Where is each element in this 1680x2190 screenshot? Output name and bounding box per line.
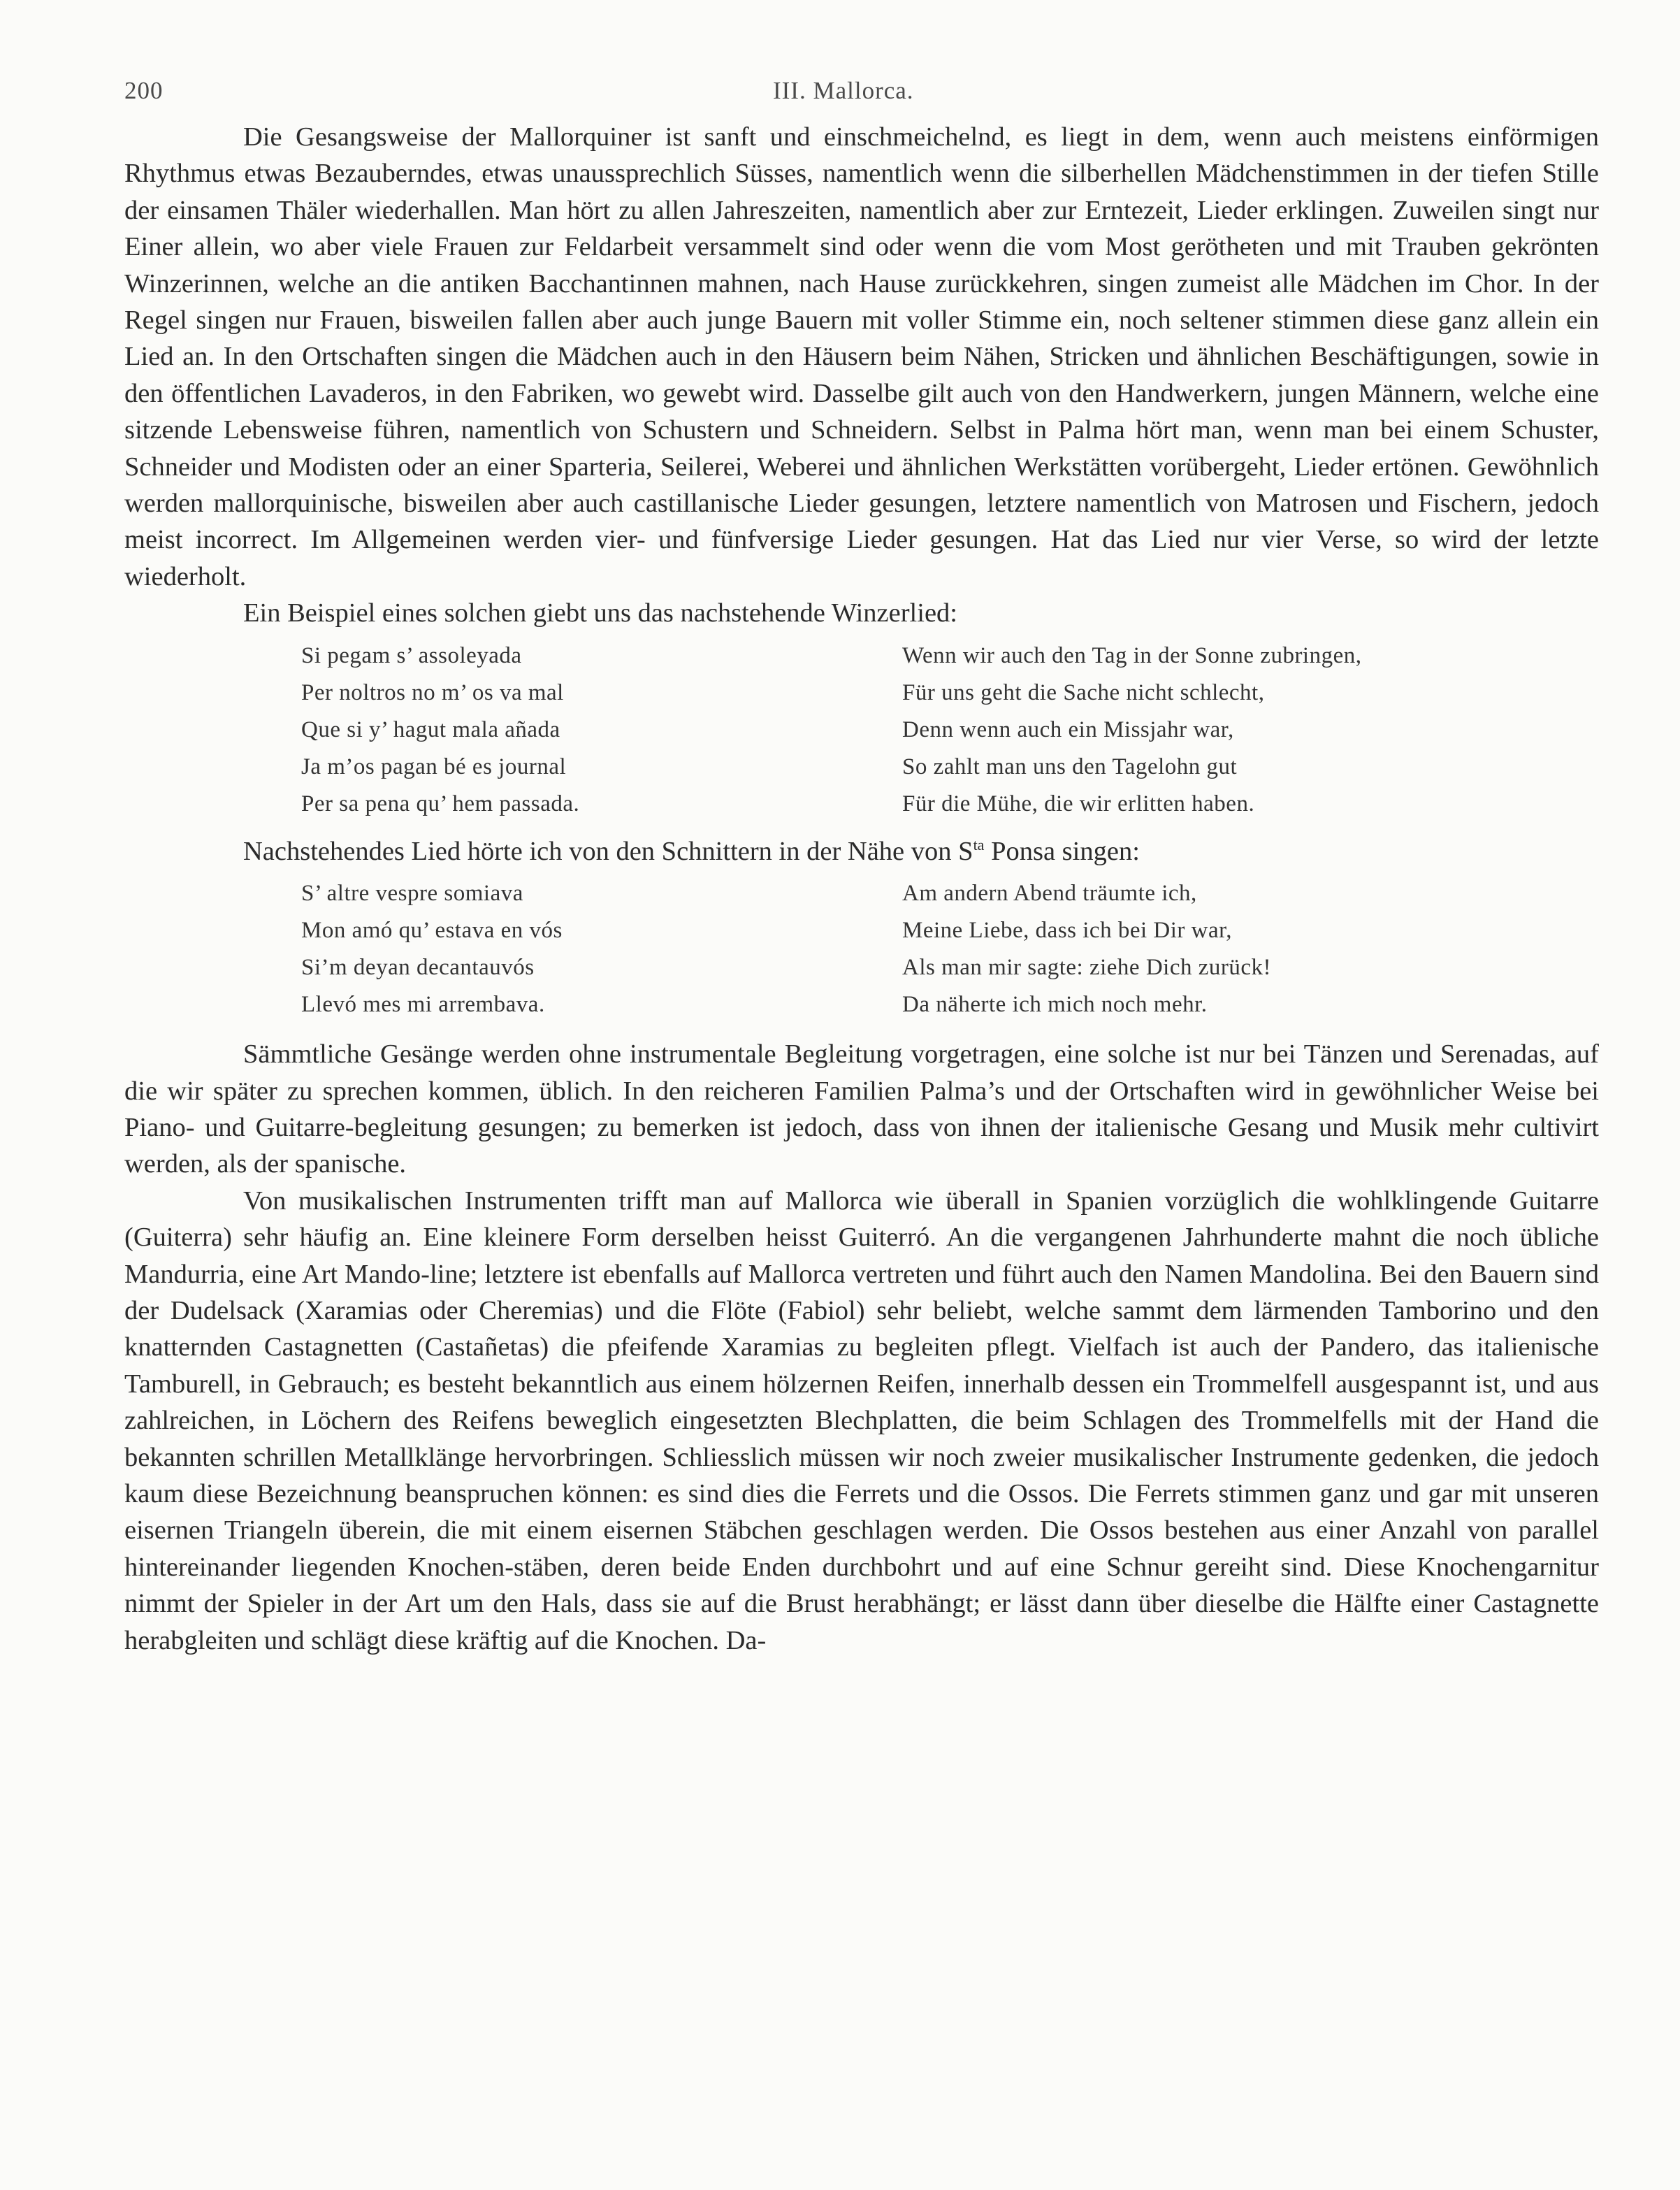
song-line-original: S’ altre vespre somiava — [301, 881, 523, 907]
song-line-original: Si’m deyan decantauvós — [301, 955, 535, 981]
song-1-intro: Ein Beispiel eines solchen giebt uns das nachstehende Winzerlied: — [243, 598, 957, 628]
song-line-original: Si pegam s’ assoleyada — [301, 642, 522, 668]
paragraph-accompaniment: Sämmtliche Gesänge werden ohne instrumentale Begleitung vorgetragen, eine solche ist nur bei Tänzen und Serenadas, auf die wir später zu sprechen kommen, üblich. In den reicheren Familien Palma’s und der Ortschaften wird in gewöhnlicher Weise bei Piano- und Guitarre-begleitung gesungen; zu bemerken ist jedoch, dass von ihnen der italienische Gesang und Musik mehr cultivirt werden, als der spanische. — [124, 1039, 1599, 1179]
song-line — [124, 786, 1599, 823]
song-line — [124, 712, 1599, 749]
song-line — [124, 949, 1599, 986]
song-line-translation: Wenn wir auch den Tag in der Sonne zubringen, — [902, 642, 1362, 668]
song-line — [124, 749, 1599, 786]
song-line — [124, 637, 1599, 675]
song-line-translation: Am andern Abend träumte ich, — [902, 881, 1197, 907]
song-line-original: Per noltros no m’ os va mal — [301, 679, 564, 705]
song-line-original: Mon amó qu’ estava en vós — [301, 918, 563, 944]
song-line — [124, 875, 1599, 912]
song-line-original: Ja m’os pagan bé es journal — [301, 754, 567, 779]
song-1-winzerlied — [124, 637, 1599, 823]
song-line-translation: So zahlt man uns den Tagelohn gut — [902, 754, 1238, 779]
chapter-title: III. Mallorca. — [773, 77, 914, 104]
song-2-schnitterlied — [124, 875, 1599, 1023]
song-2-intro-superscript: ta — [973, 835, 985, 853]
song-2-intro — [124, 827, 1599, 870]
paragraph-singing-style: Die Gesangsweise der Mallorquiner ist sanft und einschmeichelnd, es liegt in dem, wenn auch meistens einförmigen Rhythmus etwas Bezauberndes, etwas unaussprechlich Süsses, namentlich wenn die silberhellen Mädchenstimmen in der tiefen Stille der einsamen Thäler wiederhallen. Man hört zu allen Jahreszeiten, namentlich aber zur Erntezeit, Lieder erklingen. Zuweilen singt nur Einer allein, wo aber viele Frauen zur Feldarbeit versammelt sind oder wenn die vom Most gerötheten und mit Trauben gekrönten Winzerinnen, welche an die antiken Bacchantinnen mahnen, nach Hause zurückkehren, singen zumeist alle Mädchen im Chor. In der Regel singen nur Frauen, bisweilen fallen aber auch junge Bauern mit voller Stimme ein, noch seltener stimmen diese ganz allein ein Lied an. In den Ortschaften singen die Mädchen auch in den Häusern beim Nähen, Stricken und ähnlichen Beschäftigungen, sowie in den öffentlichen Lavaderos, in den Fabriken, wo gewebt wird. Dasselbe gilt auch von den Handwerkern, jungen Männern, welche eine sitzende Lebensweise führen, namentlich von Schustern und Schneidern. Selbst in Palma hört man, wenn man bei einem Schuster, Schneider und Modisten oder an einer Sparteria, Seilerei, Weberei und ähnlichen Werkstätten vorübergeht, Lieder ertönen. Gewöhnlich werden mallorquinische, bisweilen aber auch castillanische Lieder gesungen, letztere namentlich von Matrosen und Fischern, jedoch meist incorrect. Im Allgemeinen werden vier- und fünfversige Lieder gesungen. Hat das Lied nur vier Verse, so wird der letzte wiederholt. — [124, 122, 1599, 591]
song-line-translation: Meine Liebe, dass ich bei Dir war, — [902, 918, 1233, 944]
song-line-translation: Da näherte ich mich noch mehr. — [902, 992, 1208, 1018]
paragraph-instruments: Von musikalischen Instrumenten trifft man auf Mallorca wie überall in Spanien vorzüglich die wohlklingende Guitarre (Guiterra) sehr häufig an. Eine kleinere Form derselben heisst Guiterró. An die vergangenen Jahrhunderte mahnt die noch übliche Mandurria, eine Art Mando-line; letztere ist ebenfalls auf Mallorca vertreten und führt auch den Namen Mandolina. Bei den Bauern sind der Dudelsack (Xaramias oder Cheremias) und die Flöte (Fabiol) sehr beliebt, welche sammt dem lärmenden Tamborino und den knatternden Castagnetten (Castañetas) die pfeifende Xaramias zu begleiten pflegt. Vielfach ist auch der Pandero, das italienische Tamburell, in Gebrauch; es besteht bekanntlich aus einem hölzernen Reifen, innerhalb dessen ein Trommelfell ausgespannt ist, und aus zahlreichen, in Löchern des Reifens beweglich eingesetzten Blechplatten, die beim Schlagen des Trommelfells mit der Hand die bekannten schrillen Metallklänge hervorbringen. Schliesslich müssen wir noch zweier musikalischer Instrumente gedenken, die jedoch kaum diese Bezeichnung beanspruchen können: es sind dies die Ferrets und die Ossos. Die Ferrets stimmen ganz und gar mit unseren eisernen Triangeln überein, die mit einem eisernen Stäbchen geschlagen werden. Die Ossos bestehen aus einer Anzahl von parallel hintereinander liegenden Knochen-stäben, deren beide Enden durchbohrt und auf eine Schnur gereiht sind. Diese Knochengarnitur nimmt der Spieler in der Art um den Hals, dass sie auf die Brust herabhängt; er lässt dann über dieselbe die Hälfte einer Castagnette herabgleiten und schlägt diese kräftig auf die Knochen. Da- — [124, 1186, 1599, 1655]
body-text — [124, 119, 1599, 1659]
running-head — [124, 77, 1599, 119]
song-2-intro-text-end: Ponsa singen: — [984, 836, 1140, 866]
page — [124, 77, 1599, 1659]
song-line — [124, 986, 1599, 1023]
song-2-intro-text: Nachstehendes Lied hörte ich von den Schnittern in der Nähe von S — [243, 836, 973, 866]
song-line-translation: Als man mir sagte: ziehe Dich zurück! — [902, 955, 1271, 981]
page-number: 200 — [124, 77, 164, 104]
song-line-translation: Für uns geht die Sache nicht schlecht, — [902, 679, 1265, 705]
song-line-original: Llevó mes mi arrembava. — [301, 992, 545, 1018]
song-line — [124, 912, 1599, 949]
song-line — [124, 675, 1599, 712]
song-line-original: Que si y’ hagut mala añada — [301, 716, 560, 742]
song-line-translation: Für die Mühe, die wir erlitten haben. — [902, 791, 1255, 816]
song-line-original: Per sa pena qu’ hem passada. — [301, 791, 580, 816]
song-line-translation: Denn wenn auch ein Missjahr war, — [902, 716, 1234, 742]
